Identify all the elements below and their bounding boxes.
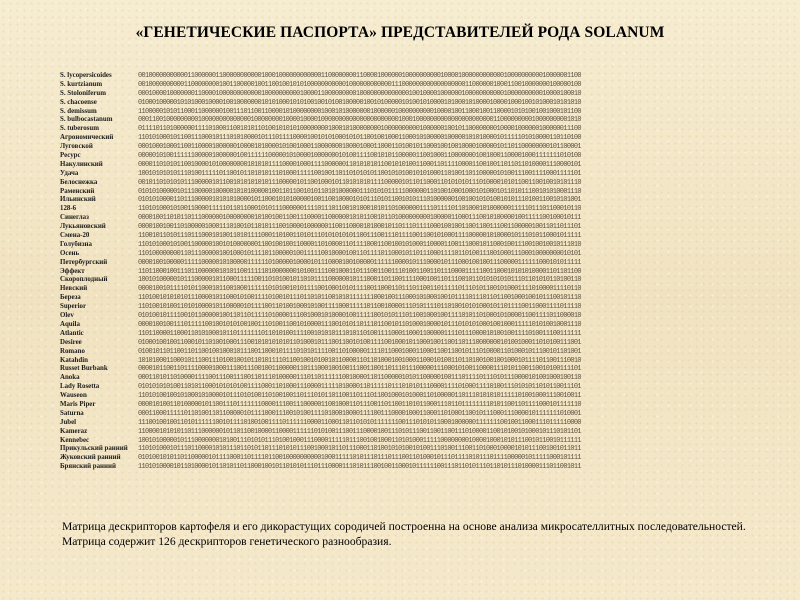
species-name: Wauseon — [60, 392, 87, 400]
descriptor-code: 000010100110100000101100111011111110000111001110000011001000110111001101100110101100011101101111111101011001101111000101111110 — [138, 400, 581, 409]
species-name: Ресурс — [60, 152, 81, 160]
matrix-row — [60, 392, 750, 401]
species-name: Desiree — [60, 338, 82, 346]
matrix-row — [60, 99, 750, 108]
species-name: Лукьяновский — [60, 223, 106, 231]
descriptor-code: 100101000001011100000001010011101010111010010001110000111110111001001000110101000111110000000010000100010101110010110010111111 — [138, 436, 581, 445]
species-name: Береза — [60, 294, 81, 302]
species-name: S. kurtzianum — [60, 80, 103, 88]
matrix-row — [60, 285, 750, 294]
species-name: Смена-20 — [60, 232, 90, 240]
descriptor-code: 000010010000011111000001010000011111101000001000010111000010010000011111100001011100001011100010010011100000111111000101011111 — [138, 258, 581, 267]
descriptor-code: 010100101011011000001011110001101111011001000000000010001111101011101110111001101000101110111101011101111000001011111000101111 — [138, 454, 581, 463]
descriptor-code: 111001001001101011111100101111010010011110111111000011000110110101011111110011101010110001000000111111100100110001110111110000 — [138, 418, 581, 427]
species-name: Jubel — [60, 418, 77, 426]
species-name: S. chacoense — [60, 98, 97, 106]
species-name: 128-6 — [60, 205, 77, 213]
descriptor-code: 110101000101100111000101110101000010111011110000100101010001010110010010001100010100000100000101010000101111101010000110110100 — [138, 134, 581, 143]
species-name: Aquila — [60, 320, 80, 328]
species-name: S. demissum — [60, 107, 97, 115]
descriptor-code: 110100101010101110000101100010100111101001011101101011001010111111100010011100010100010010111101110110110010001001011100101110 — [138, 294, 581, 303]
species-name: Lady Rosetta — [60, 383, 100, 391]
descriptor-code: 100101010101110100111110110010110101011101000111110010011011010101011001010100101010001101001101100000101001110011110001111101 — [138, 169, 581, 178]
species-name: Прикульский ранний — [60, 445, 128, 453]
species-name: Atlantic — [60, 329, 84, 337]
matrix-row — [60, 223, 750, 232]
matrix-row — [60, 348, 750, 357]
descriptor-code: 001000000000011000000001001100000100110010010101000000000001000000000000111000000000000000000110000001000110010000000100000100 — [138, 80, 581, 89]
species-name: S. tuberosum — [60, 125, 99, 133]
species-name: Агрономический — [60, 134, 114, 142]
species-name: Superior — [60, 303, 87, 311]
descriptor-code: 010100101111001011000001001101101111101000011100100010100001001111100101011101100100010011110101101000101000011001111011000010 — [138, 312, 581, 321]
species-name: Скороплодный — [60, 276, 108, 284]
matrix-row — [60, 90, 750, 99]
descriptor-code: 010001000001010100010000100100000001010100010101001001010010000010010100000101001010000101000101000010000100010010100010101010 — [138, 98, 581, 107]
matrix-row — [60, 214, 750, 223]
species-name: Жуковский ранний — [60, 454, 121, 462]
matrix-row — [60, 330, 750, 339]
descriptor-code: 000100001000000011000010000000000001000000000010000110000000001000000000000001001000010000001000000000001000000000010000100010 — [138, 89, 581, 98]
descriptor-code: 010010110110011011001001000101110011000101111010101111001101000001111011000100011000110011001011101000011010001011100101101001 — [138, 347, 581, 356]
descriptor-code: 000110010000000001000000000000001000000001000010000100000000000000000000001000100000000000000000000001100000000010000000001010 — [138, 116, 581, 125]
matrix-row — [60, 454, 750, 463]
matrix-row — [60, 179, 750, 188]
matrix-row — [60, 152, 750, 161]
matrix-row — [60, 268, 750, 277]
descriptor-code: 110010110101110111000101001101011110001101001101011101010101011001110011101111001100101000111100000101000010111010110001011111 — [138, 232, 581, 241]
matrix-row — [60, 241, 750, 250]
matrix-row — [60, 321, 750, 330]
descriptor-code: 010101000011011100000101010100001011000101010000010011001000010101110101100101011101000000100100101010010101110100110010101001 — [138, 196, 581, 205]
matrix-row — [60, 303, 750, 312]
species-name: Брянский ранний — [60, 463, 116, 471]
species-name: Раменский — [60, 187, 95, 195]
descriptor-code: 000010110011011110000100011100111001001100000110111000100100111001100110111011100000111000101001100001110101100110010100111101 — [138, 365, 581, 374]
species-name: Anoka — [60, 374, 80, 382]
species-name: Осень — [60, 249, 80, 257]
descriptor-code: 110110000110001101010001011011111110110101001111001010101110101101001111000110001100000111101110000101001001111010011100111111 — [138, 329, 581, 338]
species-name: Kennebec — [60, 436, 90, 444]
descriptor-code: 101010001100010111001110100100101101011110110010010100101100001101101000100100011000101001101101001001001000101111011001110010 — [138, 356, 581, 365]
descriptor-code: 000010010111101011000101100100011111101010010101111001000101011110011000110111011001101111101110101100101000111101000011110110 — [138, 285, 581, 294]
descriptor-code: 000010011010110111000000100000000101001001100111000011000000101011001011010000000001000001100011100101000001001111100100010111 — [138, 214, 581, 223]
descriptor-code: 011110110100000011110100011001010110100101010100000000100010100000000100000000001000000100101100000000100001000000100000011100 — [138, 125, 581, 134]
matrix-row — [60, 125, 750, 134]
matrix-row — [60, 250, 750, 259]
matrix-row — [60, 81, 750, 90]
matrix-row — [60, 170, 750, 179]
matrix-row — [60, 143, 750, 152]
page-title: «ГЕНЕТИЧЕСКИЕ ПАСПОРТА» ПРЕДСТАВИТЕЛЕЙ РОДА SOLANUM — [135, 24, 665, 41]
matrix-row — [60, 339, 750, 348]
species-name: Katahdin — [60, 356, 88, 364]
species-name: Olev — [60, 312, 74, 320]
matrix-row — [60, 437, 750, 446]
descriptor-code: 110101000010110100001011010110110001001011010101110111000011101011100100110001011111100111011010111011010111010000111011001011 — [138, 463, 581, 472]
descriptor-code: 110100101001101010000101100000101111001101001000101001111000111110110010000111010111101101001010100010110111100110001111011110 — [138, 303, 581, 312]
matrix-row — [60, 196, 750, 205]
matrix-row — [60, 419, 750, 428]
matrix-row — [60, 374, 750, 383]
matrix-row — [60, 161, 750, 170]
matrix-row — [60, 357, 750, 366]
matrix-row — [60, 428, 750, 437]
matrix-row — [60, 116, 750, 125]
species-name: S. lycopersicoides — [60, 72, 112, 79]
descriptor-code: 110101000101110110000101011101101011011101010111001000101101110001101001010100101001110100111001101000100001010111001001011011 — [138, 445, 581, 454]
matrix-row — [60, 72, 750, 81]
descriptor-code: 110000101010110111000000101101100100001100001111110101001110011100001001110101110011001100111010000110010100101000101110101101 — [138, 427, 581, 436]
species-name: Romano — [60, 347, 85, 355]
descriptor-code: 001000000000001100000011000000000001000100000000000011000000001100001000000100000000001000010000000000001000000000010000001100 — [138, 72, 581, 80]
matrix-row — [60, 401, 750, 410]
matrix-row — [60, 445, 750, 454]
descriptor-code: 110101000101001100000100101000000011001001001100001101000011011110001100100101000110000110011100010110001001110010010010111010 — [138, 240, 581, 249]
matrix-row — [60, 294, 750, 303]
descriptor-code: 000110101101000011110011100111001101110100000111011011111100100001101100000101011000001001110111101110101110000101001000100110 — [138, 374, 581, 383]
descriptor-code: 010101010100110101100010101010011110001101000111000011111010000110111110111010101110000111101000111101001110101011010110011101 — [138, 383, 581, 392]
descriptor-code: 110101001001010001010000101110101001101001001101110101101100110111011001000101000110100000110111010101011111010010001110010011 — [138, 392, 581, 401]
matrix-row — [60, 383, 750, 392]
species-name: Голубизна — [60, 240, 92, 248]
species-name: Maris Piper — [60, 400, 96, 408]
species-name: Луговской — [60, 143, 93, 151]
descriptor-code: 000010010011101111100100101010010011101001100101000011100101011011101100101101000100001011101010100010010001111101010010001110 — [138, 320, 581, 329]
descriptor-code: 001011010101011100000101100101010101011100000101100100010110101010111100000101101100011010101011101000010101100110010010101110 — [138, 178, 581, 187]
matrix-row — [60, 134, 750, 143]
matrix-row — [60, 276, 750, 285]
descriptor-code: 110000010101100011000000100111011001100001010000000010001010000000100000010000000000100001001100010011000010101001001000101100 — [138, 107, 581, 116]
descriptor-code: 110101000101001100001111101101100010101110000001111011101100101000101011010000001111011110110100010100000011111011101100010110 — [138, 205, 581, 214]
matrix-row — [60, 108, 750, 117]
species-name: Ильинский — [60, 196, 96, 204]
matrix-row — [60, 312, 750, 321]
descriptor-code: 000001010011111100000100000010011111100000101000010000000101001111001010110000011001000110000000100100011000010001111111010100 — [138, 152, 581, 161]
descriptor-code: 010101000001011100000100000101010000010011011001010110101000000111010101111100000011010010001000101000101101011100101010001110 — [138, 187, 581, 196]
matrix-row — [60, 365, 750, 374]
matrix-row — [60, 232, 750, 241]
matrix-row — [60, 463, 750, 472]
descriptor-code: 010001001001100010110100100011100101010101011010001011100110010100111100100010110001001100110111000000010100100011010100111001 — [138, 338, 581, 347]
descriptor-code: 000100010001100110000100000010000101000010100100011000000010000100011000110100101100010010010000100000101101100000000101100001 — [138, 143, 581, 152]
descriptor-code: 000110001111101101001101100000101111000111001010011110100010000111100111000010001100011010001100101110001110000101111111010001 — [138, 409, 581, 418]
species-name: Удача — [60, 169, 79, 177]
caption: Матрица дескрипторов картофеля и его дикорастущих сородичей построенна на основе анализа микросателлитных последовательностей. Матрица содержит 126 дескрипторов генетического разнообразия. — [62, 520, 746, 548]
species-name: Петербургский — [60, 258, 108, 266]
species-name: Накулинский — [60, 160, 103, 168]
descriptor-code: 110110001001110110000001010110011111010000000101001111001000110111001100111010011001101110000111110011000101010100001101101100 — [138, 267, 581, 276]
species-name: Эффект — [60, 267, 85, 275]
descriptor-code: 100101000001011100000101100011111001101010010110101111000000101110001101100111100010011011100101101010101011101101010110100110 — [138, 276, 581, 285]
descriptor-code: 110100000000110111000001001000101111011000001001111100100001001101111011000101101110001111011010011100100011100010000000010101 — [138, 249, 581, 258]
descriptor-matrix — [60, 72, 750, 472]
matrix-row — [60, 188, 750, 197]
species-name: S. Stoloniferum — [60, 89, 106, 97]
descriptor-code: 000010010011010000010001110100101101011100100001000000110011000010100010110111011110001001001100110011100110000010011011011101 — [138, 223, 581, 232]
matrix-row — [60, 410, 750, 419]
species-name: Saturna — [60, 409, 84, 417]
matrix-row — [60, 205, 750, 214]
species-name: Белоснежка — [60, 178, 98, 186]
species-name: Невский — [60, 285, 88, 293]
species-name: Kameraz — [60, 427, 88, 435]
species-name: Russet Burbank — [60, 365, 108, 373]
matrix-row — [60, 259, 750, 268]
descriptor-code: 000011010101100100001010000000010101011110000100011110000001101010101100101010011000110111100001100100110110110100001110000101 — [138, 160, 581, 169]
species-name: S. bulbocastanum — [60, 116, 113, 124]
species-name: Синеглаз — [60, 214, 89, 222]
